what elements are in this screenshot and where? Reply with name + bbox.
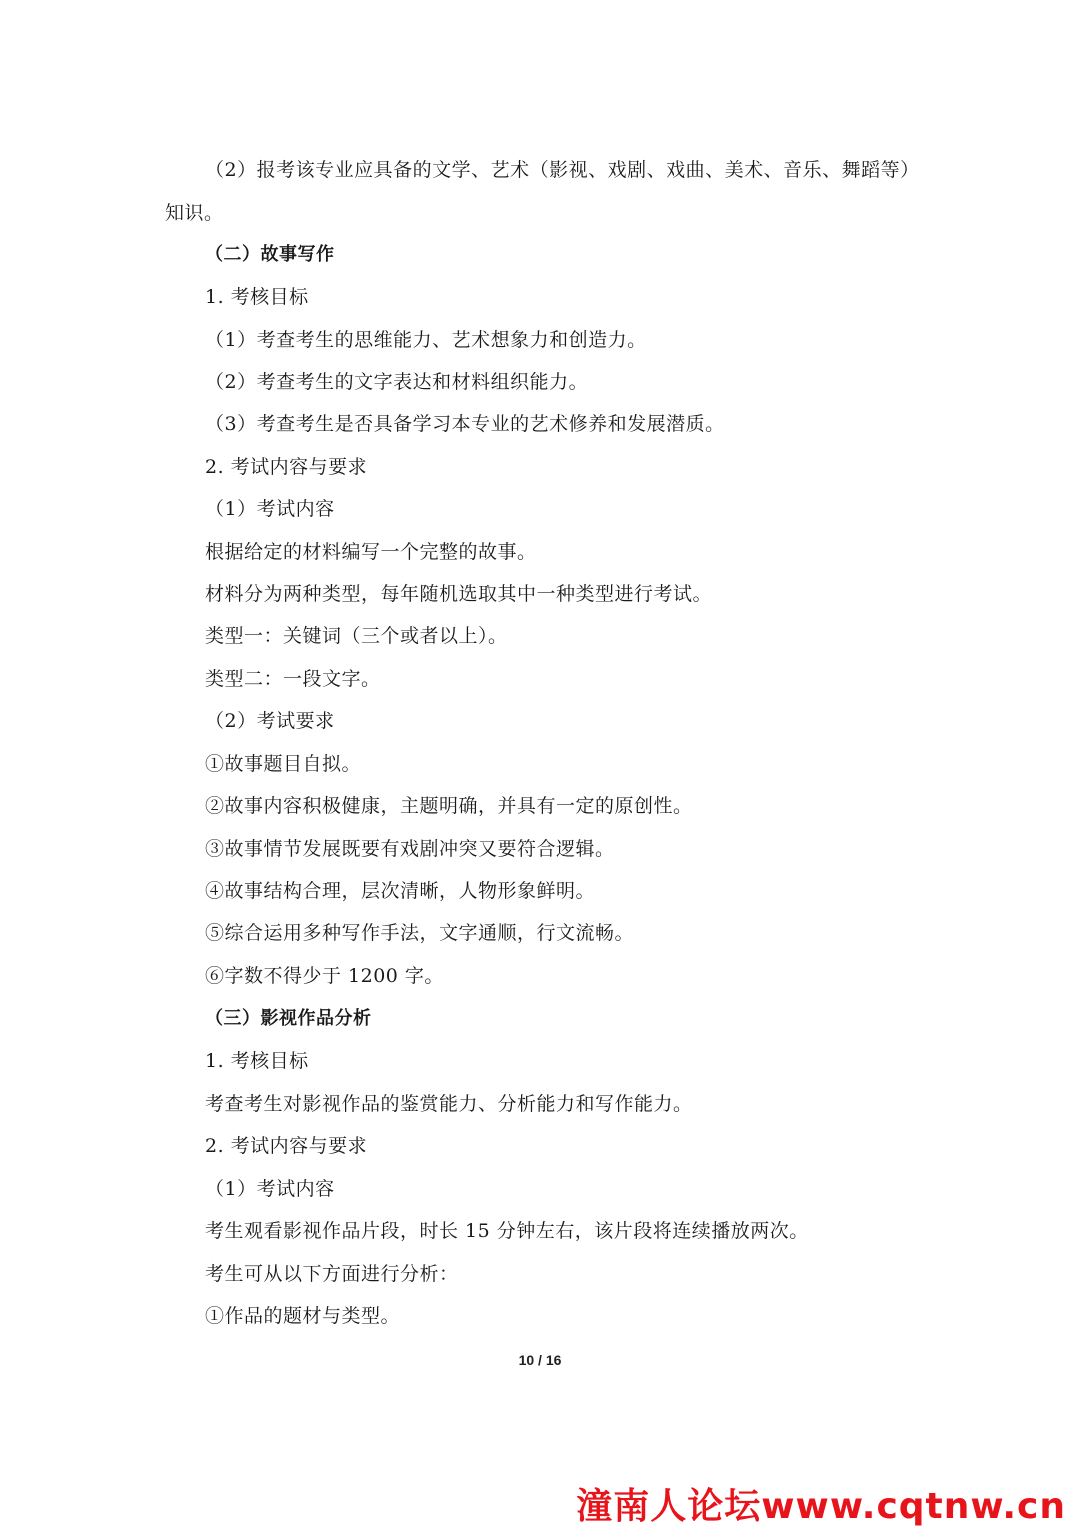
paragraph: 类型二：一段文字。 bbox=[205, 668, 381, 690]
list-item: ⑥字数不得少于 1200 字。 bbox=[205, 965, 444, 987]
site-watermark: 潼南人论坛www.cqtnw.cn bbox=[576, 1486, 1066, 1527]
paragraph-knowledge-line-1: （2）报考该专业应具备的文学、艺术（影视、戏剧、戏曲、美术、音乐、舞蹈等） bbox=[205, 159, 920, 181]
paragraph: 考生可从以下方面进行分析： bbox=[205, 1263, 459, 1285]
list-item: （1）考查考生的思维能力、艺术想象力和创造力。 bbox=[205, 329, 647, 351]
list-item: ④故事结构合理，层次清晰，人物形象鲜明。 bbox=[205, 880, 596, 902]
list-item: ⑤综合运用多种写作手法，文字通顺，行文流畅。 bbox=[205, 922, 635, 944]
paragraph: 考查考生对影视作品的鉴赏能力、分析能力和写作能力。 bbox=[205, 1093, 693, 1115]
subheading-exam-content-requirements: 2. 考试内容与要求 bbox=[205, 1135, 368, 1157]
list-item: ①故事题目自拟。 bbox=[205, 753, 362, 775]
subheading-assessment-goals: 1. 考核目标 bbox=[205, 1050, 309, 1072]
section-heading-film-analysis: （三）影视作品分析 bbox=[205, 1008, 372, 1029]
subheading-exam-requirements: （2）考试要求 bbox=[205, 710, 335, 732]
subheading-exam-content: （1）考试内容 bbox=[205, 1178, 335, 1200]
subheading-exam-content: （1）考试内容 bbox=[205, 498, 335, 520]
paragraph: 类型一：关键词（三个或者以上）。 bbox=[205, 625, 508, 647]
list-item: ③故事情节发展既要有戏剧冲突又要符合逻辑。 bbox=[205, 838, 615, 860]
subheading-assessment-goals: 1. 考核目标 bbox=[205, 286, 309, 308]
list-item: （2）考查考生的文字表达和材料组织能力。 bbox=[205, 371, 589, 393]
paragraph-knowledge-line-2: 知识。 bbox=[165, 202, 224, 224]
list-item: ②故事内容积极健康，主题明确，并具有一定的原创性。 bbox=[205, 795, 693, 817]
paragraph: 考生观看影视作品片段，时长 15 分钟左右，该片段将连续播放两次。 bbox=[205, 1220, 809, 1242]
section-heading-story-writing: （二）故事写作 bbox=[205, 244, 335, 265]
list-item: （3）考查考生是否具备学习本专业的艺术修养和发展潜质。 bbox=[205, 413, 725, 435]
list-item: ①作品的题材与类型。 bbox=[205, 1305, 401, 1327]
page-number: 10 / 16 bbox=[518, 1352, 562, 1368]
paragraph: 材料分为两种类型，每年随机选取其中一种类型进行考试。 bbox=[205, 583, 713, 605]
subheading-exam-content-requirements: 2. 考试内容与要求 bbox=[205, 456, 368, 478]
paragraph: 根据给定的材料编写一个完整的故事。 bbox=[205, 541, 537, 563]
